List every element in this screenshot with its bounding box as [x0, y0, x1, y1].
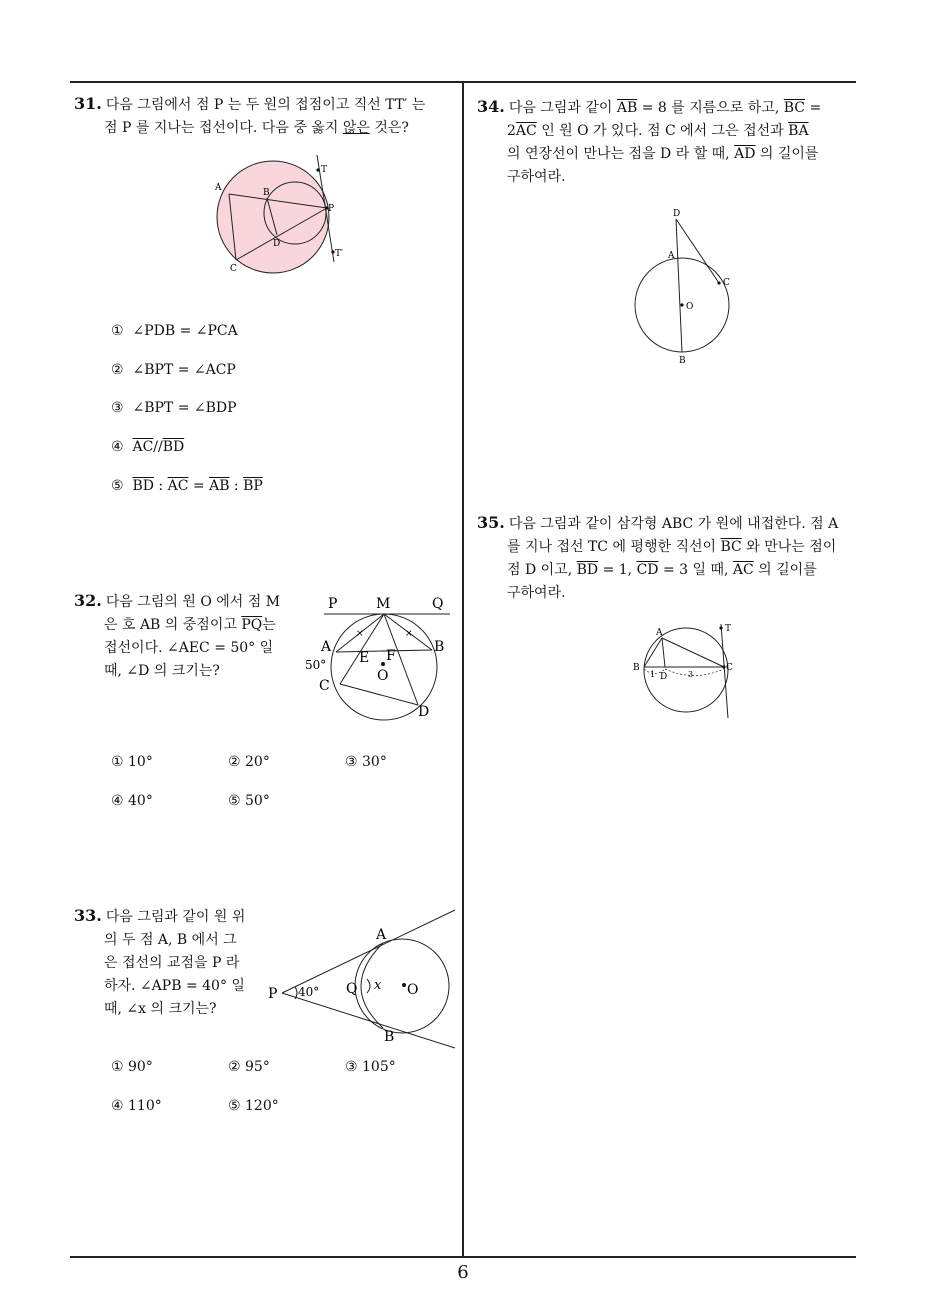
choice-number: ②	[111, 362, 124, 378]
point-o	[381, 662, 385, 666]
label-m: M	[376, 596, 391, 612]
question-text: 구하여라.	[507, 169, 566, 185]
label-b: B	[263, 188, 270, 198]
label-b: B	[633, 663, 640, 673]
figure-35	[628, 618, 743, 723]
choice-33-2[interactable]: ② 95°	[228, 1059, 270, 1075]
angle-x-arc	[367, 979, 370, 993]
segment: $\overline{AD}$	[734, 146, 756, 162]
question-text: 2	[507, 123, 516, 139]
label-o: O	[377, 668, 389, 684]
question-number: 32.	[74, 591, 102, 610]
label-b: B	[679, 356, 686, 366]
label-c: C	[319, 678, 330, 694]
question-text: 것은?	[369, 120, 409, 136]
segment: $\overline{AB}$	[616, 100, 638, 116]
label-a: A	[321, 639, 332, 655]
label-a: A	[668, 251, 675, 261]
choice-32-4[interactable]: ④ 40°	[111, 793, 153, 809]
question-text: 인 원 O 가 있다. 점 C 에서 그은 접선과	[536, 123, 789, 139]
question-number: 31.	[74, 94, 102, 113]
label-o: O	[686, 302, 694, 312]
label-f: F	[386, 648, 396, 664]
question-text: 점 P 를 지나는 접선이다. 다음 중 옳지	[104, 120, 343, 136]
question-text: 의 두 점 A, B 에서 그	[104, 932, 237, 948]
figure-33	[265, 905, 460, 1050]
segment: $\overline{AC}$	[732, 562, 754, 578]
segment: $\overline{BC}$	[720, 539, 742, 555]
choice-31-3[interactable]	[111, 400, 237, 416]
question-text: 를 지나 접선 TC 에 평행한 직선이	[507, 539, 721, 555]
label-dc-length: 3	[688, 670, 694, 679]
choice-text: ∠BPT = ∠ACP	[132, 362, 236, 378]
question-text: = 8 를 지름으로 하고,	[637, 100, 784, 116]
question-text: 은 접선의 교점을 P 라	[104, 955, 240, 971]
tangent-dc	[676, 219, 719, 283]
angle-label: 40°	[298, 985, 320, 999]
question-text: 다음 그림의 원 O 에서 점 M	[105, 594, 281, 610]
choice-32-1[interactable]: ① 10°	[111, 754, 153, 770]
choice-33-3[interactable]: ③ 105°	[345, 1059, 396, 1075]
question-text: 은 호 AB 의 중점이고	[104, 617, 242, 633]
side-ac	[662, 638, 724, 667]
bottom-rule	[70, 1256, 856, 1258]
circumcircle	[644, 628, 728, 712]
tangent-pb	[282, 993, 455, 1048]
choice-number: ④	[111, 439, 124, 455]
segment: $\overline{BP}$	[243, 478, 263, 494]
segment: $\overline{BD}$	[162, 439, 185, 455]
choice-32-3[interactable]: ③ 30°	[345, 754, 387, 770]
point-t	[316, 168, 319, 171]
label-p: P	[268, 986, 278, 1002]
label-x: x	[374, 978, 382, 993]
choice-number: ⑤	[111, 478, 124, 494]
question-31	[74, 92, 460, 140]
label-a: A	[376, 927, 387, 943]
question-text: 의 연장선이 만나는 점을 D 라 할 때,	[507, 146, 735, 162]
line-db	[676, 219, 682, 352]
question-text: 의 길이를	[753, 562, 817, 578]
question-35	[477, 511, 862, 605]
label-e: E	[359, 650, 370, 666]
arc: $\overline{AC}$	[515, 123, 537, 139]
label-a: A	[215, 183, 222, 193]
label-d: D	[660, 672, 668, 682]
choice-33-5[interactable]: ⑤ 120°	[228, 1098, 279, 1114]
question-text: 하자. ∠APB = 40° 일	[104, 978, 245, 994]
question-text: = 3 일 때,	[658, 562, 733, 578]
arc: $\overline{BC}$	[783, 100, 806, 116]
label-p: P	[328, 596, 338, 612]
segment: $\overline{BD}$	[576, 562, 599, 578]
segment: $\overline{BD}$	[132, 478, 154, 494]
segment: $\overline{AB}$	[209, 478, 230, 494]
point-o	[402, 983, 406, 987]
angle-label: 50°	[305, 658, 327, 672]
figure-31	[200, 150, 360, 280]
line-ad	[662, 638, 665, 667]
choice-31-2[interactable]	[111, 362, 236, 378]
label-bd-length: 1	[650, 670, 656, 679]
label-c: C	[723, 278, 730, 288]
equal-mark: ×	[405, 629, 413, 639]
label-q: Q	[346, 981, 358, 997]
underlined-word: 않은	[342, 120, 370, 136]
label-d: D	[273, 239, 281, 249]
choice-text: ∠PDB = ∠PCA	[132, 323, 238, 339]
segment: $\overline{AC}$	[167, 478, 189, 494]
label-d: D	[418, 704, 430, 720]
question-text: 때, ∠x 의 크기는?	[104, 1001, 217, 1017]
choice-33-1[interactable]: ① 90°	[111, 1059, 153, 1075]
brace-dc	[665, 669, 724, 676]
side-ab	[644, 638, 662, 667]
question-number: 33.	[74, 906, 102, 925]
segment: $\overline{AC}$	[132, 439, 154, 455]
parallel-sign: //	[153, 439, 163, 455]
question-text: 는	[262, 617, 276, 633]
question-33	[74, 904, 274, 1021]
segment: $\overline{CD}$	[636, 562, 659, 578]
choice-31-5[interactable]: ⑤ $\overline{BD}$ : $\overline{AC} = \overline{AB}$ : $\overline{BP}$	[111, 478, 263, 494]
question-32	[74, 589, 304, 683]
label-q: Q	[432, 596, 444, 612]
question-text: 다음 그림과 같이 원 위	[105, 909, 246, 925]
question-text: 접선이다. ∠AEC = 50° 일	[104, 640, 274, 656]
label-o: O	[407, 982, 419, 998]
point-t	[719, 626, 722, 629]
label-t: T	[725, 624, 732, 634]
question-34	[477, 95, 862, 189]
label-c: C	[230, 264, 237, 274]
segment: $\overline{BA}$	[788, 123, 809, 139]
choice-number: ③	[111, 400, 124, 416]
label-d: D	[673, 209, 681, 219]
circle-o	[355, 939, 449, 1033]
question-text: =	[805, 100, 822, 116]
question-text: 의 길이를	[755, 146, 819, 162]
choice-32-2[interactable]: ② 20°	[228, 754, 270, 770]
question-text: = 1,	[598, 562, 637, 578]
chord-cd	[340, 684, 418, 705]
choice-text: ∠BPT = ∠BDP	[132, 400, 237, 416]
question-text: 점 D 이고,	[507, 562, 577, 578]
label-t-prime: T′	[335, 249, 344, 259]
point-o	[680, 303, 683, 306]
question-text: 다음 그림과 같이	[508, 100, 617, 116]
column-divider	[462, 82, 464, 1257]
label-b: B	[384, 1029, 395, 1045]
page-number: 6	[457, 1262, 469, 1283]
question-text: 때, ∠D 의 크기는?	[104, 663, 220, 679]
choice-33-4[interactable]: ④ 110°	[111, 1098, 162, 1114]
figure-32	[300, 592, 460, 726]
label-b: B	[434, 639, 445, 655]
question-text: 와 만나는 점이	[741, 539, 837, 555]
segment: $\overline{PQ}$	[241, 617, 263, 633]
choice-number: ①	[111, 323, 124, 339]
question-number: 34.	[477, 97, 505, 116]
point-c	[717, 281, 720, 284]
label-c: C	[726, 663, 733, 673]
equal-mark: ×	[356, 629, 364, 639]
label-t: T	[321, 165, 328, 175]
choice-31-1[interactable]	[111, 323, 238, 339]
figure-34	[630, 205, 740, 370]
label-a: A	[656, 628, 663, 638]
choice-32-5[interactable]: ⑤ 50°	[228, 793, 270, 809]
chord-ab	[336, 650, 432, 652]
question-text: 구하여라.	[507, 585, 566, 601]
question-text: 다음 그림과 같이 삼각형 ABC 가 원에 내접한다. 점 A	[508, 516, 839, 532]
question-number: 35.	[477, 513, 505, 532]
label-p: P	[328, 204, 335, 214]
choice-31-4[interactable]	[111, 439, 184, 455]
question-text: 다음 그림에서 점 P 는 두 원의 접점이고 직선 TT′ 는	[105, 97, 426, 113]
